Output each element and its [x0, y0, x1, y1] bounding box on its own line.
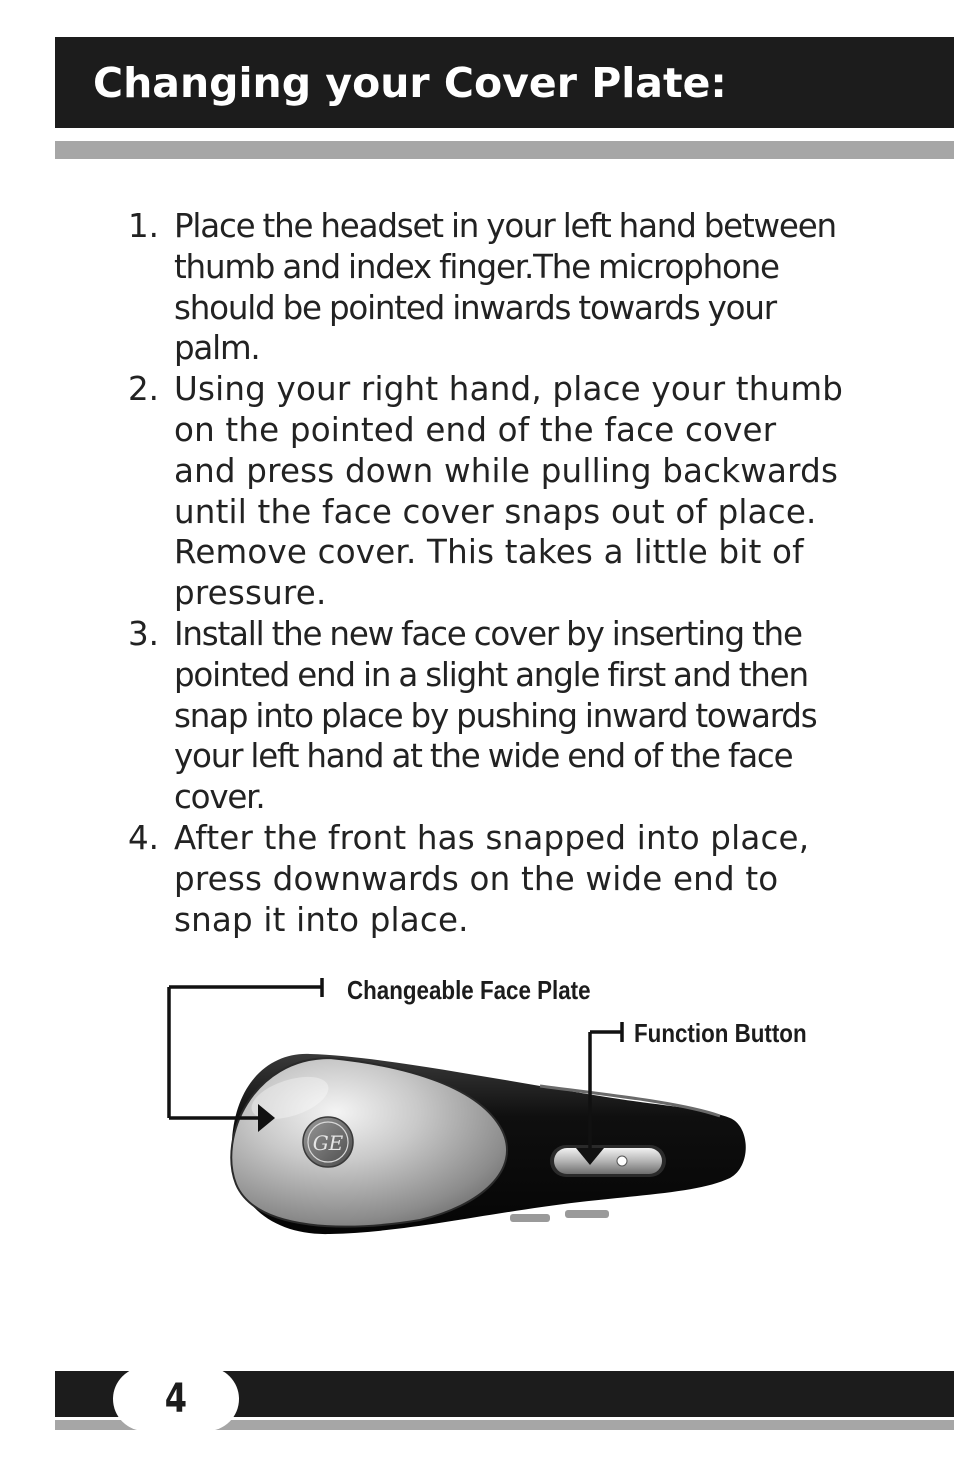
ge-logo-text: GE	[312, 1131, 344, 1155]
step-number: 4.	[128, 818, 160, 857]
step-number: 2.	[128, 370, 160, 409]
instruction-step-4	[128, 818, 848, 940]
function-button-label: Function Button	[634, 1018, 807, 1048]
step-text: Place the headset in your left hand between thumb and index finger.The microphone should be pointed inwards towards your palm.	[174, 207, 836, 368]
headset-illustration	[160, 970, 840, 1250]
header-divider	[55, 141, 954, 159]
step-text: After the front has snapped into place, press downwards on the wide end to snap it into place.	[174, 818, 810, 939]
step-text: Install the new face cover by inserting the pointed end in a slight angle first and then snap into place by pushing inward towards your left hand at the wide end of the face cover.	[174, 614, 817, 817]
instruction-step-3	[128, 614, 848, 818]
function-button	[550, 1145, 666, 1177]
headset-diagram	[160, 970, 840, 1250]
step-text: Using your right hand, place your thumb on the pointed end of the face cover and press down while pulling backwards until the face cover snaps out of place. Remove cover. This takes a little bit of pressure.	[174, 370, 844, 613]
page-number-tab	[113, 1367, 239, 1431]
page-number: 4	[164, 1376, 188, 1422]
page-title: Changing your Cover Plate:	[93, 59, 727, 107]
step-number: 1.	[128, 207, 160, 245]
face-plate-label: Changeable Face Plate	[347, 975, 591, 1005]
ge-logo-icon	[303, 1117, 353, 1167]
instruction-step-2	[128, 369, 848, 614]
instruction-step-1	[128, 206, 848, 369]
step-number: 3.	[128, 614, 160, 653]
header-bar	[55, 37, 954, 128]
side-buttons	[510, 1210, 609, 1222]
instruction-list	[128, 206, 848, 940]
